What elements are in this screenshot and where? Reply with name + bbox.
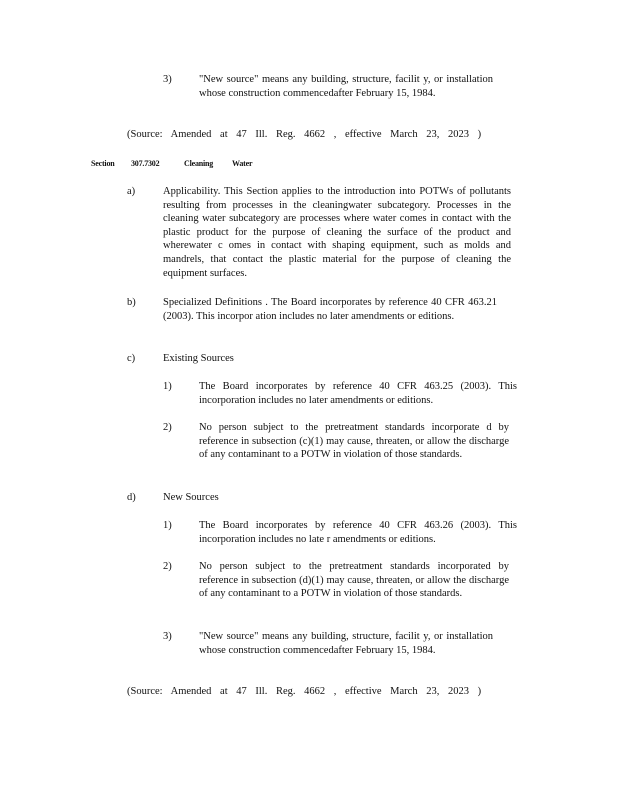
item-c1-text: The Board incorporates by reference 40 CFR 463.25 (2003). This incorporation includes no later amendments or editions. xyxy=(199,381,517,406)
item-d3-text: "New source" means any building, structure, facilit y, or installation whose construction commencedafter February 15, 1984. xyxy=(199,631,493,656)
item-d3-number: 3) xyxy=(163,631,172,642)
item-c2-text: No person subject to the pretreatment standards incorporate d by reference in subsection (c)(1) may cause, threaten, or allow the discharge of any contaminant to a POTW in violation of those standards. xyxy=(199,422,509,461)
item-d1-number: 1) xyxy=(163,520,172,531)
section-number: 307.7302 xyxy=(131,159,160,168)
item-c2-number: 2) xyxy=(163,422,172,433)
item-c-letter: c) xyxy=(127,353,136,364)
item-c-heading: Existing Sources xyxy=(163,353,234,364)
section-label: Section xyxy=(91,159,115,168)
section-title-word-2: Water xyxy=(232,159,253,168)
top-source-note: (Source: Amended at 47 Ill. Reg. 4662 , effective March 23, 2023 ) xyxy=(127,129,482,140)
item-d2-text: No person subject to the pretreatment standards incorporated by reference in subsection (d)(1) may cause, threaten, or allow the discharge of any contaminant to a POTW in violation of those standards. xyxy=(199,561,509,600)
top-item-text: "New source" means any building, structure, facilit y, or installation whose construction commencedafter February 15, 1984. xyxy=(199,74,493,99)
top-item-number: 3) xyxy=(163,74,172,85)
item-d-heading: New Sources xyxy=(163,492,219,503)
item-c1-number: 1) xyxy=(163,381,172,392)
item-a-text: Applicability. This Section applies to the introduction into POTWs of pollutants resulting from processes in the cleaningwater subcategory. Processes in the cleaning water subcategory are processes where water comes in contact with the plastic product for the purpose of cleaning the surface of the product and wherewater c omes in contact with shaping equipment, such as molds and mandrels, that contact the plastic material for the purpose of cleaning the equipment surfaces. xyxy=(163,186,511,279)
item-b-letter: b) xyxy=(127,297,136,308)
bottom-source-note: (Source: Amended at 47 Ill. Reg. 4662 , effective March 23, 2023 ) xyxy=(127,686,482,697)
item-d1-text: The Board incorporates by reference 40 CFR 463.26 (2003). This incorporation includes no late r amendments or editions. xyxy=(199,520,517,545)
item-d-letter: d) xyxy=(127,492,136,503)
item-a-letter: a) xyxy=(127,186,136,197)
item-b-text: Specialized Definitions . The Board incorporates by reference 40 CFR 463.21 (2003). This incorpor ation includes no later amendments or editions. xyxy=(163,297,497,322)
item-d2-number: 2) xyxy=(163,561,172,572)
section-title-word-1: Cleaning xyxy=(184,159,214,168)
